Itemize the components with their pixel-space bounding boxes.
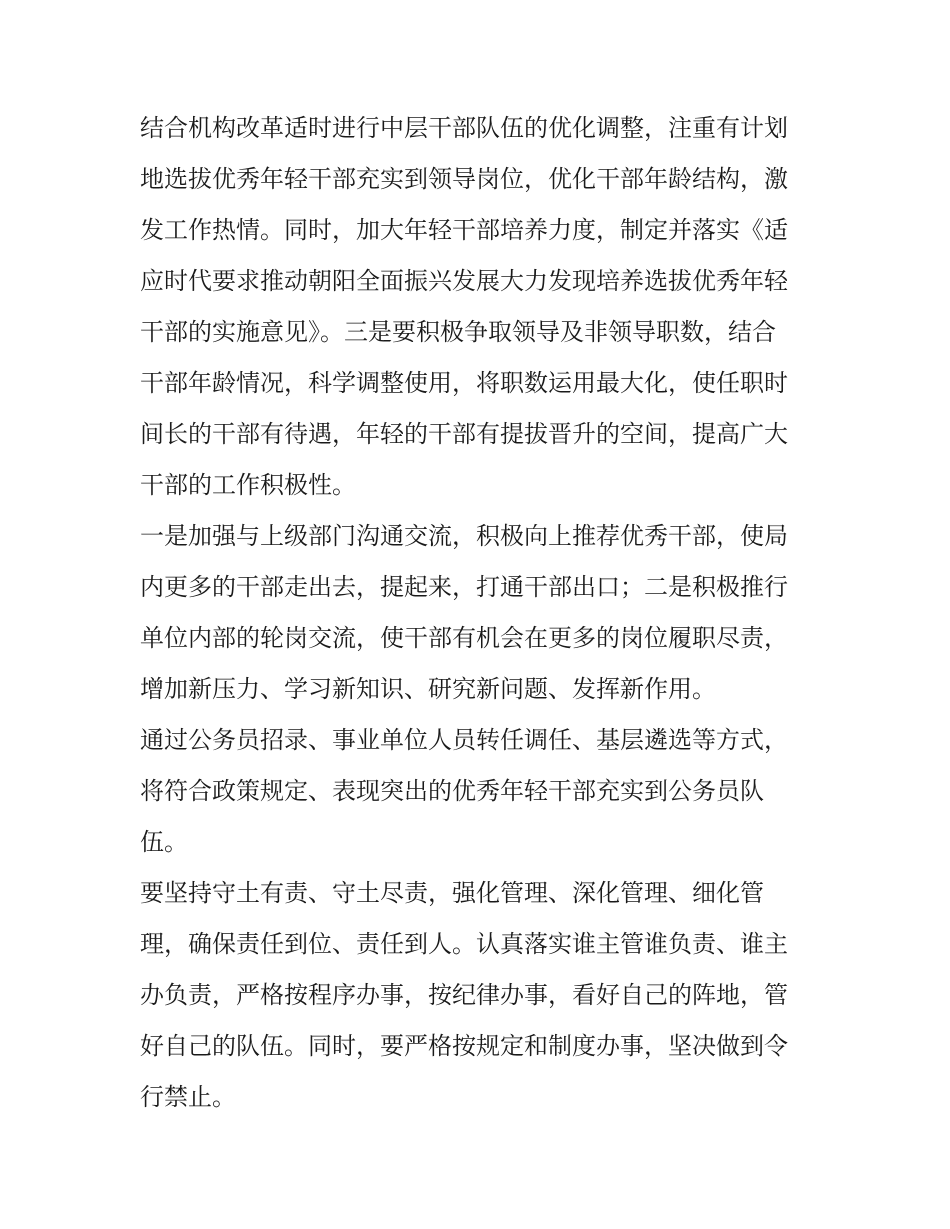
text-line: 结合机构改革适时进行中层干部队伍的优化调整，注重有计划 (140, 114, 788, 142)
text-line: 应时代要求推动朝阳全面振兴发展大力发现培养选拔优秀年轻 (140, 267, 788, 295)
text-line: 办负责，严格按程序办事，按纪律办事，看好自己的阵地，管 (140, 981, 788, 1009)
text-line: 要坚持守土有责、守土尽责，强化管理、深化管理、细化管 (140, 879, 764, 907)
paragraph-3 (140, 715, 815, 868)
text-line: 将符合政策规定、表现突出的优秀年轻干部充实到公务员队 (140, 777, 764, 805)
text-line: 干部年龄情况，科学调整使用，将职数运用最大化，使任职时 (140, 369, 788, 397)
text-line: 一是加强与上级部门沟通交流，积极向上推荐优秀干部，使局 (140, 522, 788, 550)
text-line: 好自己的队伍。同时，要严格按规定和制度办事，坚决做到令 (140, 1032, 788, 1060)
text-line: 单位内部的轮岗交流，使干部有机会在更多的岗位履职尽责， (140, 624, 788, 652)
text-line: 干部的工作积极性。 (140, 471, 356, 499)
text-line: 增加新压力、学习新知识、研究新问题、发挥新作用。 (140, 675, 716, 703)
text-line: 通过公务员招录、事业单位人员转任调任、基层遴选等方式， (140, 726, 788, 754)
paragraph-2 (140, 511, 815, 715)
document-body (140, 103, 815, 1123)
text-line: 伍。 (140, 828, 188, 856)
text-line: 行禁止。 (140, 1083, 236, 1111)
text-line: 干部的实施意见》。三是要积极争取领导及非领导职数，结合 (140, 318, 776, 346)
text-line: 地选拔优秀年轻干部充实到领导岗位，优化干部年龄结构，激 (140, 165, 788, 193)
text-line: 理，确保责任到位、责任到人。认真落实谁主管谁负责、谁主 (140, 930, 788, 958)
text-line: 发工作热情。同时，加大年轻干部培养力度，制定并落实《适 (140, 216, 788, 244)
paragraph-1 (140, 103, 815, 511)
paragraph-4 (140, 868, 815, 1123)
text-line: 内更多的干部走出去，提起来，打通干部出口；二是积极推行 (140, 573, 788, 601)
text-line: 间长的干部有待遇，年轻的干部有提拔晋升的空间，提高广大 (140, 420, 788, 448)
